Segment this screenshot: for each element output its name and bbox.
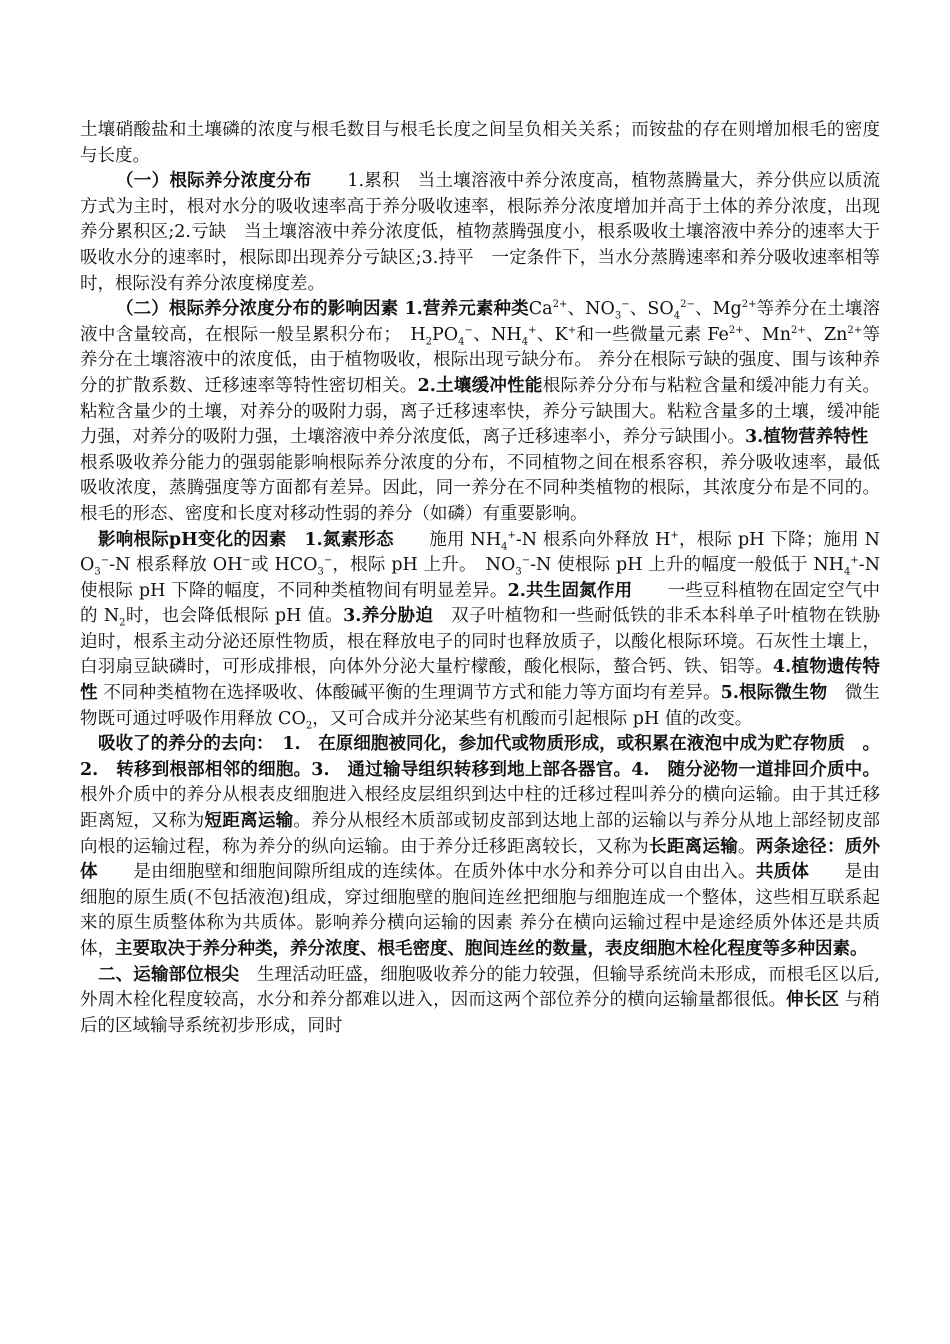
bold-text: 4.植物遗传特性 [80,657,880,704]
text-run: 或 HCO [250,555,318,576]
paragraph [80,732,880,962]
subscript: 3 [94,566,101,578]
text-run: 根际养分分布与粘粒含量和缓冲能力有关。粘粒含量少的土壤，对养分的吸附力弱，离子迁移速率快，养分亏缺围大。粘粒含量多的土壤，缓冲能力强，对养分的吸附力强，土壤溶液中养分浓度低，离子迁移速率小，养分亏缺围小。 [80,375,880,448]
bold-text: 吸收了的养分的去向： 1. 在原细胞被同化，参加代或物质形成，或积累在液泡中成为贮存物质 。2. 转移到根部相邻的细胞。3. 通过输导组织转移到地上部各器官。4. 随分泌物一道排回介质中。 [80,734,880,780]
superscript: + [670,529,679,541]
text-run: 、NO [567,299,615,320]
superscript: 2+ [741,299,757,311]
text-run: PO [432,324,459,345]
superscript: 2+ [847,324,863,336]
text-run: 时，也会降低根际 pH 值。 [125,606,344,627]
bold-text: 2.土壤缓冲性能 [417,375,543,396]
superscript: 2− [680,299,695,311]
text-run: ，又可合成并分泌某些有机酸而引起根际 pH 值的改变。 [312,708,753,729]
bold-text: 主要取决于养分种类，养分浓度、根毛密度、胞间连丝的数量，表皮细胞木栓化程度等多种因素。 [115,939,868,959]
text-run: 、K [536,324,568,345]
bold-text: 共质体 [755,862,810,883]
bold-text: 5.根际微生物 [720,683,828,704]
paragraph [80,297,886,527]
superscript: 2+ [791,324,806,336]
paragraph [80,169,880,297]
text-run: -N 使根际 pH 上升的幅度一般低于 NH [530,555,845,576]
text-run: 1.累积 当土壤溶液中养分浓度高，植物蒸腾量大，养分供应以质流方式为主时，根对水分的吸收速率高于养分吸收速率，根际养分浓度增加并高于土体的养分浓度，出现养分累积区;2.亏缺 当土壤溶液中养分浓度低，植物蒸腾强度小，根系吸收土壤溶液中养分的速率大于吸收水分的速率时，根际即出现养分亏缺区;3.持平 一定条件下，当水分蒸腾速率和养分吸收速率相等时，根际没有养分浓度梯度差。 [80,171,881,294]
superscript: − [100,555,110,567]
bold-text: 影响根际pH变化的因素 1.氮素形态 [98,529,394,550]
subscript: 4 [673,310,681,322]
text-run: 、NH [472,324,522,345]
text-run: 等养分在土壤溶液中的浓度低，由于植物吸收，根际出现亏缺分布。 养分在根际亏缺的强度、围与该种养分的扩散系数、迁移速率等特性密切相关。 [80,324,881,396]
text-run: 不同种类植物在选择吸收、体酸碱平衡的生理调节方式和能力等方面均有差异。 [97,683,721,704]
text-run: 根外介质中的养分从根表皮细胞进入根经皮层组织到达中柱的迁移过程叫养分的横向运输。由于其迁移距离短，又称为 [80,785,880,832]
subscript: 4 [501,541,508,552]
text-run: 和一些微量元素 Fe [576,324,729,345]
text-run: -N 使根际 pH 下降的幅度，不同种类植物间有明显差异。 [80,555,881,601]
bold-text: 短距离运输 [204,811,294,832]
text-run: 。 [738,836,756,857]
text-run: 、Mn [743,324,792,345]
text-run: 等养分在土壤溶液中含量较高，在根际一般呈累积分布； H [80,299,880,345]
text-run: 与稍后的区域输导系统初步形成，同时 [80,990,880,1036]
text-run: 、SO [629,299,674,320]
bold-text: 二、运输部位根尖 [98,964,240,985]
text-run: 一些豆科植物在固定空气中的 N [80,580,881,627]
superscript: 2+ [728,324,744,336]
subscript: 4 [458,336,465,348]
text-run: 根系吸收养分能力的强弱能影响根际养分浓度的分布，不同植物之间在根系容积，养分吸收速率，最低吸收浓度，蒸腾强度等方面都有差异。因此，同一养分在不同种类植物的根际，其浓度分布是不同的。根毛的形态、密度和长度对移动性弱的养分（如磷）有重要影响。 [80,427,886,524]
superscript: − [464,324,473,336]
superscript: + [507,529,516,541]
bold-text: （一）根际养分浓度分布 [116,171,312,192]
text-run: 土壤硝酸盐和土壤磷的浓度与根毛数目与根毛长度之间呈负相关关系；而铵盐的存在则增加根毛的密度与长度。 [80,120,880,166]
bold-text: 伸长区 [786,990,840,1011]
subscript: 4 [844,566,851,578]
subscript: 2 [305,720,313,732]
subscript: 2 [425,336,433,348]
text-run: 双子叶植物和一些耐低铁的非禾本科单子叶植物在铁胁迫时，根系主动分泌还原性物质，根在释放电子的同时也释放质子，以酸化根际环境。石灰性土壤上，白羽扇豆缺磷时，可形成排根，向体外分泌大量柠檬酸，酸化根际，螯合钙、铁、铝等。 [80,606,880,678]
paragraph [80,118,880,169]
paragraph [80,528,880,733]
superscript: − [621,299,630,311]
superscript: + [850,555,859,567]
text-run: 、Mg [694,299,742,320]
subscript: 3 [317,566,324,578]
superscript: + [567,324,577,336]
text-run: ，根际 pH 上升。 NO [332,555,516,576]
text-run: ，根际 pH 下降；施用 NO [80,529,880,576]
text-run: 、Zn [805,324,848,345]
text-run: 施用 NH [393,529,502,550]
bold-text: 3.养分胁迫 [343,606,434,627]
bold-text: 长距离运输 [649,836,739,857]
superscript: − [521,555,531,567]
paragraph [80,963,880,1040]
bold-text: 2.共生固氮作用 [507,580,633,601]
document-page [80,118,886,1039]
subscript: 4 [521,336,529,348]
bold-text: 3.植物营养特性 [745,427,869,448]
bold-text: 两条途径：质外体 [80,836,881,883]
superscript: + [528,324,537,336]
subscript: 3 [515,566,522,578]
superscript: − [323,555,333,567]
text-run: 是由细胞的原生质(不包括液泡)组成，穿过细胞壁的胞间连丝把细胞与细胞连成一个整体，这些相互联系起来的原生质整体称为共质体。影响养分横向运输的因素 养分在横向运输过程中是途经质外体还是共质体， [80,862,881,959]
superscript: − [242,555,251,567]
text-run: 。养分从根经木质部或韧皮部到达地上部的运输以与养分从地上部经韧皮部向根的运输过程，称为养分的纵向运输。由于养分迁移距离较长，又称为 [80,811,881,857]
text-run: 微生物既可通过呼吸作用释放 CO [80,683,881,729]
subscript: 2 [119,617,126,629]
bold-text: （二）根际养分浓度分布的影响因素 1.营养元素种类 [116,299,529,320]
text-run: 生理活动旺盛，细胞吸收养分的能力较强，但输导系统尚未形成，而根毛区以后,外周木栓化程度较高，水分和养分都难以进入，因而这两个部位养分的横向运输量都很低。 [80,964,880,1011]
text-run: -N 根系向外释放 H [515,529,671,550]
text-run: 是由细胞壁和细胞间隙所组成的连续体。在质外体中水分和养分可以自由出入。 [97,862,756,883]
text-run: -N 根系释放 OH [109,555,243,576]
text-run: Ca [528,299,553,320]
superscript: 2+ [552,299,568,311]
subscript: 3 [614,310,622,322]
